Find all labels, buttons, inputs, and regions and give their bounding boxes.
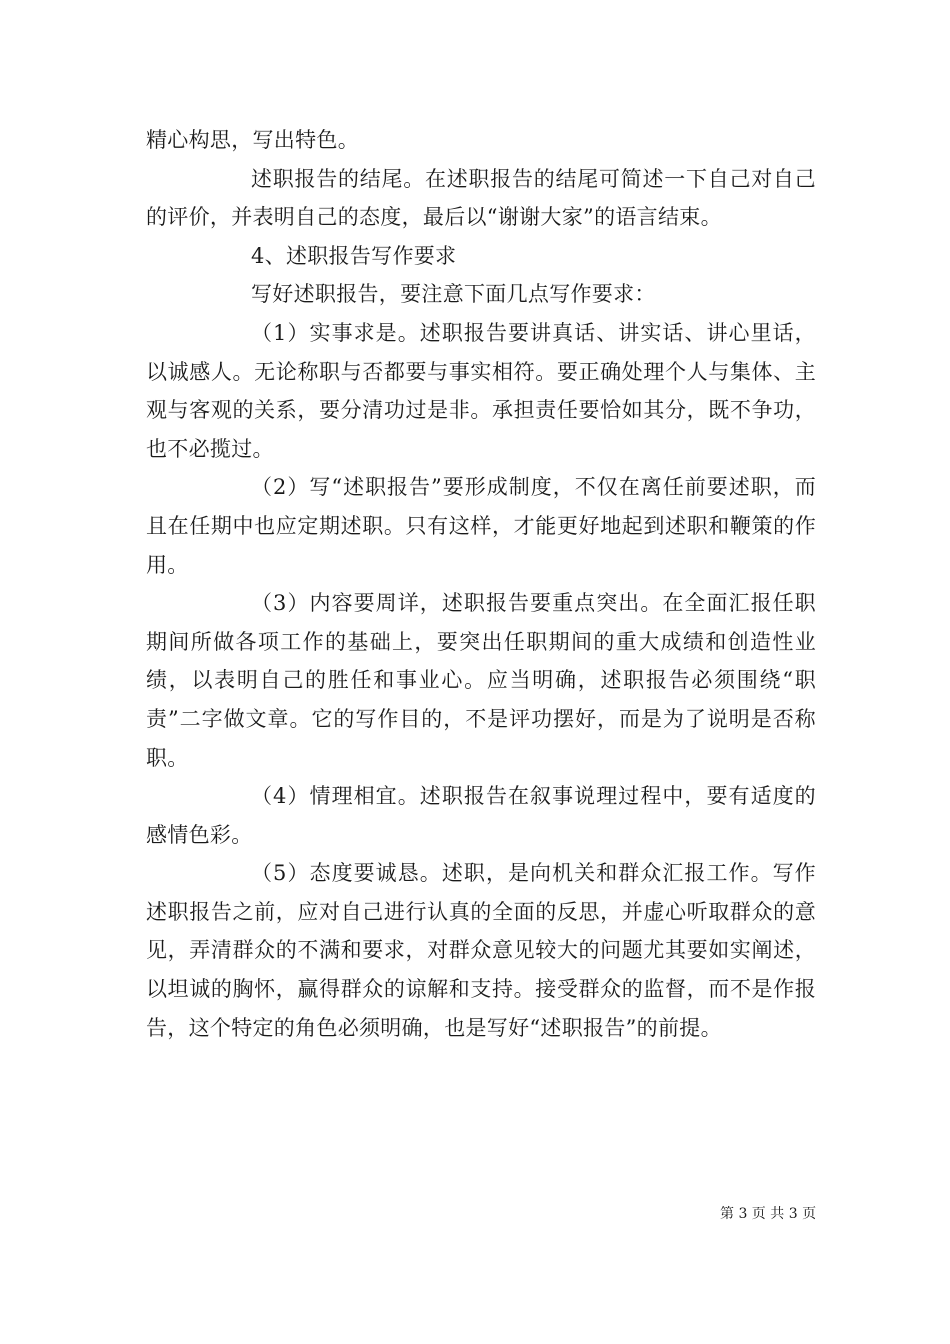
paragraph-ending: 述职报告的结尾。在述职报告的结尾可简述一下自己对自己的评价，并表明自己的态度，最后以“谢谢大家”的语言结束。	[146, 166, 816, 230]
paragraph-intro: 写好述职报告，要注意下面几点写作要求：	[251, 282, 656, 307]
paragraph-continuation: 精心构思，写出特色。	[146, 128, 359, 152]
page-number: 第 3 页 共 3 页	[720, 1206, 817, 1222]
paragraph-item-3: （3）内容要周详，述职报告要重点突出。在全面汇报任职期间所做各项工作的基础上，要突出任职期间的重大成绩和创造性业绩，以表明自己的胜任和事业心。应当明确，述职报告必须围绕“职责”二字做文章。它的写作目的，不是评功摆好，而是为了说明是否称职。	[146, 591, 816, 770]
paragraph-item-1: （1）实事求是。述职报告要讲真话、讲实话、讲心里话，以诚感人。无论称职与否都要与事实相符。要正确处理个人与集体、主观与客观的关系，要分清功过是非。承担责任要恰如其分，既不争功，也不必揽过。	[146, 320, 816, 461]
paragraph-item-2: （2）写“述职报告”要形成制度，不仅在离任前要述职，而且在任期中也应定期述职。只有这样，才能更好地起到述职和鞭策的作用。	[146, 475, 816, 577]
section-heading: 4、述职报告写作要求	[251, 243, 457, 268]
paragraph-item-4: （4）情理相宜。述职报告在叙事说理过程中，要有适度的感情色彩。	[146, 784, 816, 847]
document-body	[146, 121, 816, 1047]
paragraph-item-5: （5）态度要诚恳。述职，是向机关和群众汇报工作。写作述职报告之前，应对自己进行认真的全面的反思，并虚心听取群众的意见，弄清群众的不满和要求，对群众意见较大的问题尤其要如实阐述，以坦诚的胸怀，赢得群众的谅解和支持。接受群众的监督，而不是作报告，这个特定的角色必须明确，也是写好“述职报告”的前提。	[146, 861, 816, 1040]
